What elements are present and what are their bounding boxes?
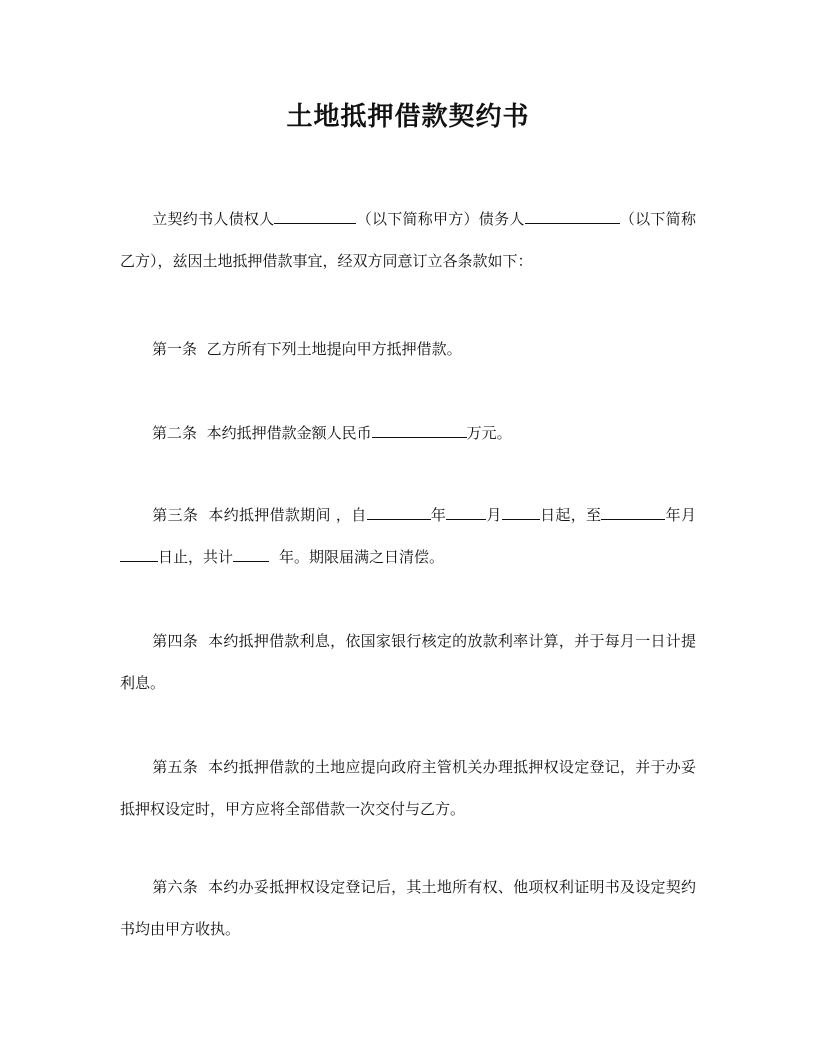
article-3-text-1: 本约抵押借款期间 ，自 — [208, 506, 367, 524]
article-5 — [120, 746, 696, 830]
preamble-text-3: （以下 — [619, 210, 666, 228]
preamble-paragraph — [120, 198, 696, 282]
creditor-blank[interactable] — [274, 208, 356, 224]
preamble-text-1: 立契约书人债权人 — [152, 210, 275, 228]
month-label-1: 月 — [486, 506, 502, 524]
article-4-text: 本约抵押借款利息，依国家银行核定的放款利率计算，并于每月一日计提利息。 — [120, 632, 696, 692]
article-3-label: 第三条 — [152, 506, 199, 524]
article-6-label: 第六条 — [152, 878, 199, 896]
article-3-text-3: 日止，共计 — [158, 548, 234, 566]
start-day-blank[interactable] — [502, 504, 540, 520]
year-label-2: 年 — [665, 506, 681, 524]
article-1-label: 第一条 — [152, 340, 198, 358]
article-2-text-2: 万元。 — [466, 424, 512, 442]
document-title: 土地抵押借款契约书 — [286, 102, 530, 132]
start-month-blank[interactable] — [446, 504, 486, 520]
article-4 — [120, 620, 696, 704]
debtor-blank[interactable] — [525, 208, 620, 224]
article-2 — [120, 412, 696, 454]
start-year-blank[interactable] — [367, 504, 431, 520]
article-2-label: 第二条 — [152, 424, 198, 442]
article-5-label: 第五条 — [152, 758, 199, 776]
amount-blank[interactable] — [372, 422, 467, 438]
end-day-blank[interactable] — [120, 546, 158, 562]
duration-blank[interactable] — [233, 546, 269, 562]
article-5-text: 本约抵押借款的土地应提向政府主管机关办理抵押权设定登记，并于办妥抵押权设定时，甲方应将全部借款一次交付与乙方。 — [120, 758, 696, 818]
article-2-text-1: 本约抵押借款金额人民币 — [206, 424, 372, 442]
article-6 — [120, 866, 696, 950]
preamble-text-4: 简称乙方），兹因土地抵押借款事宜，经双方同意订立各条款如下： — [120, 210, 696, 270]
article-4-label: 第四条 — [152, 632, 199, 650]
article-3 — [120, 494, 696, 578]
article-1 — [120, 328, 696, 370]
preamble-text-2: （以下简称甲方）债务人 — [356, 210, 525, 228]
article-3-text-2: 日起，至 — [539, 506, 602, 524]
end-year-blank[interactable] — [601, 504, 665, 520]
article-6-text: 本约办妥抵押权设定登记后，其土地所有权、他项权利证明书及设定契约书均由甲方收执。 — [120, 878, 696, 938]
article-3-text-4: 年。期限届满之日清偿。 — [279, 548, 445, 566]
article-1-text: 乙方所有下列土地提向甲方抵押借款。 — [206, 340, 462, 358]
year-label-1: 年 — [430, 506, 447, 524]
month-label-2: 月 — [680, 506, 696, 524]
